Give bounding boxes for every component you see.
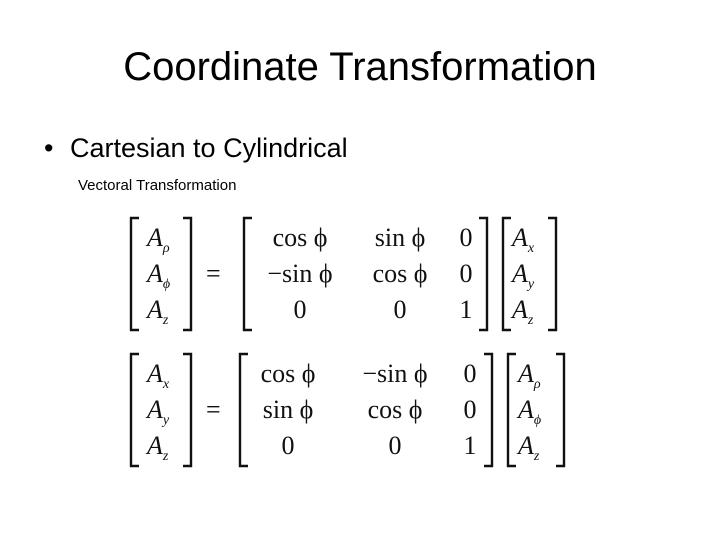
subheading: Vectoral Transformation [78, 177, 237, 194]
eq2-matrix-bracket-right [484, 354, 492, 466]
eq1-rhs-entry: $A_z$ [512, 295, 534, 328]
eq1-matrix-cell: 0 [293, 295, 307, 324]
bullet-text: Cartesian to Cylindrical [70, 133, 348, 163]
eq1-rhs-bracket-left [503, 218, 511, 330]
eq1-matrix-cell: 0 [459, 259, 473, 288]
eq1-lhs-entry: $A_z$ [147, 295, 169, 328]
eq2-rhs-entry: $A_z$ [518, 431, 540, 464]
eq1-matrix-cell: 1 [459, 295, 473, 324]
eq2-rhs-entry: $A_\rho$ [518, 359, 541, 392]
eq2-matrix-cell: 0 [463, 395, 477, 424]
eq1-rhs-bracket-right [548, 218, 556, 330]
eq2-rhs-bracket-right [556, 354, 564, 466]
eq1-matrix-cell: sin ϕ [374, 223, 426, 252]
eq1-matrix-cell: cos ϕ [272, 223, 328, 252]
eq2-matrix-cell: 0 [281, 431, 295, 460]
eq1-equals-sign: = [206, 259, 221, 288]
slide-title: Coordinate Transformation [123, 45, 597, 89]
eq2-rhs-entry: $A_\phi$ [518, 395, 542, 428]
eq1-matrix-bracket-right [479, 218, 487, 330]
eq1-matrix-bracket-left [244, 218, 252, 330]
eq1-rhs-entry: $A_y$ [512, 259, 535, 292]
eq1-lhs-entry: $A_\rho$ [147, 223, 170, 256]
bullet-dot-icon: • [44, 133, 54, 163]
eq2-matrix-cell: 0 [463, 359, 477, 388]
eq2-matrix-cell: 1 [463, 431, 477, 460]
eq2-matrix-cell: cos ϕ [367, 395, 423, 424]
eq2-matrix-cell: cos ϕ [260, 359, 316, 388]
eq2-matrix-cell: sin ϕ [262, 395, 314, 424]
eq1-matrix-cell: 0 [459, 223, 473, 252]
eq2-lhs-entry: $A_z$ [147, 431, 169, 464]
eq2-lhs-bracket-right [183, 354, 191, 466]
eq2-lhs-entry: $A_y$ [147, 395, 170, 428]
eq1-matrix-cell: cos ϕ [372, 259, 428, 288]
eq2-matrix-cell: 0 [388, 431, 402, 460]
eq1-matrix-cell: −sin ϕ [267, 259, 333, 288]
eq2-rhs-bracket-left [508, 354, 516, 466]
eq2-matrix-cell: −sin ϕ [362, 359, 428, 388]
eq2-lhs-bracket-left [131, 354, 139, 466]
eq1-lhs-bracket-right [183, 218, 191, 330]
eq1-lhs-entry: $A_\phi$ [147, 259, 171, 292]
eq1-rhs-entry: $A_x$ [512, 223, 535, 256]
eq1-matrix-cell: 0 [393, 295, 407, 324]
eq1-lhs-bracket-left [131, 218, 139, 330]
eq2-equals-sign: = [206, 395, 221, 424]
eq2-matrix-bracket-left [240, 354, 248, 466]
eq2-lhs-entry: $A_x$ [147, 359, 170, 392]
